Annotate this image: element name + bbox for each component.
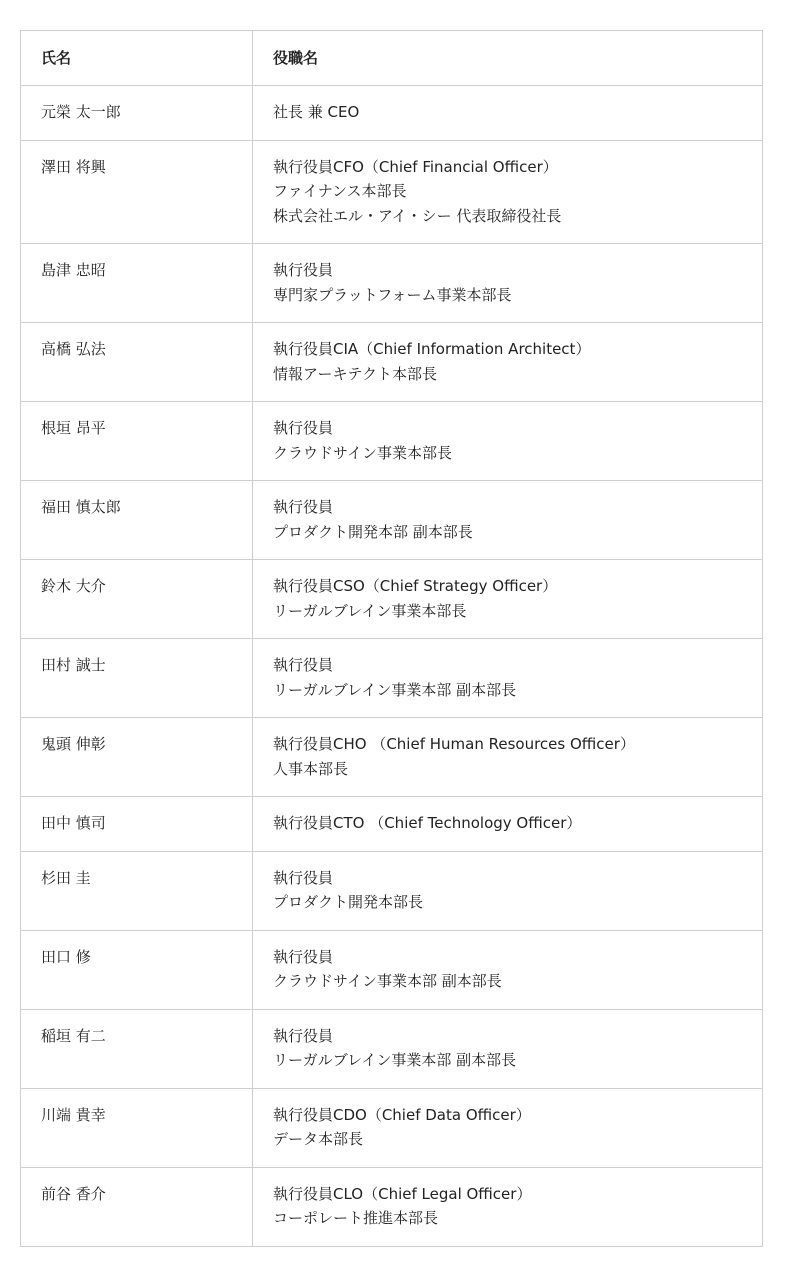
officer-title-line: 執行役員 [273,656,334,674]
officers-table-wrapper [20,30,762,1247]
officer-name: 川端 貴幸 [21,1088,253,1167]
officer-title [253,718,763,797]
table-header-row [21,31,763,86]
officer-title-line: リーガルブレイン事業本部 副本部長 [273,680,517,699]
officer-title [253,1167,763,1246]
officer-title-line: 執行役員 [273,261,334,279]
officer-title [253,797,763,852]
officer-title-line: 執行役員CDO（Chief Data Officer） [273,1105,531,1124]
officer-name: 福田 慎太郎 [21,481,253,560]
officers-table-body [21,86,763,1247]
officer-title [253,481,763,560]
officer-title-line: リーガルブレイン事業本部長 [273,601,467,620]
officer-name: 田口 修 [21,930,253,1009]
officer-title-line: 執行役員 [273,947,334,966]
column-header-name: 氏名 [21,31,253,86]
officer-name: 高橋 弘法 [21,323,253,402]
officer-title [253,639,763,718]
officer-title-line: 執行役員CFO（Chief Financial Officer） [273,157,558,176]
officer-name: 稲垣 有二 [21,1009,253,1088]
officer-title-line: プロダクト開発本部長 [273,893,424,911]
officer-title-line: データ本部長 [273,1130,364,1148]
table-row [21,1088,763,1167]
officer-title-line: 執行役員 [273,1026,334,1045]
officer-title-line: ファイナンス本部長 [273,182,407,200]
officer-title-line: 専門家プラットフォーム事業本部長 [273,285,512,304]
table-row [21,560,763,639]
table-row [21,86,763,141]
officer-title [253,244,763,323]
officer-title [253,1009,763,1088]
officer-title-line: プロダクト開発本部 副本部長 [273,522,473,541]
officer-title-line: リーガルブレイン事業本部 副本部長 [273,1051,517,1069]
officer-title-line: クラウドサイン事業本部長 [273,443,452,462]
officer-name: 田村 誠士 [21,639,253,718]
table-row [21,797,763,852]
officer-name: 前谷 香介 [21,1167,253,1246]
officer-name: 澤田 将興 [21,140,253,244]
officer-title-line: 執行役員 [273,868,334,887]
officer-title-line: クラウドサイン事業本部 副本部長 [273,972,502,990]
officer-title [253,930,763,1009]
officer-title-line: コーポレート推進本部長 [273,1209,439,1227]
officer-name: 鈴木 大介 [21,560,253,639]
table-row [21,718,763,797]
officer-name: 元榮 太一郎 [21,86,253,141]
officer-title-line: 情報アーキテクト本部長 [273,364,437,383]
officer-title-line: 執行役員CTO （Chief Technology Officer） [273,814,582,832]
table-row [21,481,763,560]
officer-title [253,323,763,402]
officer-title-line: 執行役員CHO （Chief Human Resources Officer） [273,735,635,753]
officer-title [253,140,763,244]
table-row [21,1167,763,1246]
officer-title [253,851,763,930]
table-row [21,323,763,402]
officer-title-line: 社長 兼 CEO [273,103,360,121]
officer-name: 鬼頭 伸彰 [21,718,253,797]
officer-name: 島津 忠昭 [21,244,253,323]
officer-title-line: 人事本部長 [273,759,349,778]
officer-title-line: 執行役員 [273,498,334,516]
officer-title-line: 執行役員CLO（Chief Legal Officer） [273,1184,532,1203]
officer-title [253,402,763,481]
officer-name: 田中 慎司 [21,797,253,852]
officers-table [20,30,763,1247]
table-row [21,930,763,1009]
table-row [21,1009,763,1088]
officer-title [253,560,763,639]
officer-title-line: 執行役員CSO（Chief Strategy Officer） [273,577,558,595]
table-row [21,851,763,930]
officer-name: 根垣 昂平 [21,402,253,481]
table-row [21,140,763,244]
officer-title-line: 執行役員 [273,419,334,437]
table-row [21,402,763,481]
officer-title [253,1088,763,1167]
column-header-title: 役職名 [253,31,763,86]
table-row [21,244,763,323]
officer-title [253,86,763,141]
table-row [21,639,763,718]
officer-title-line: 株式会社エル・アイ・シー 代表取締役社長 [273,206,562,225]
officer-title-line: 執行役員CIA（Chief Information Architect） [273,340,591,358]
officer-name: 杉田 圭 [21,851,253,930]
